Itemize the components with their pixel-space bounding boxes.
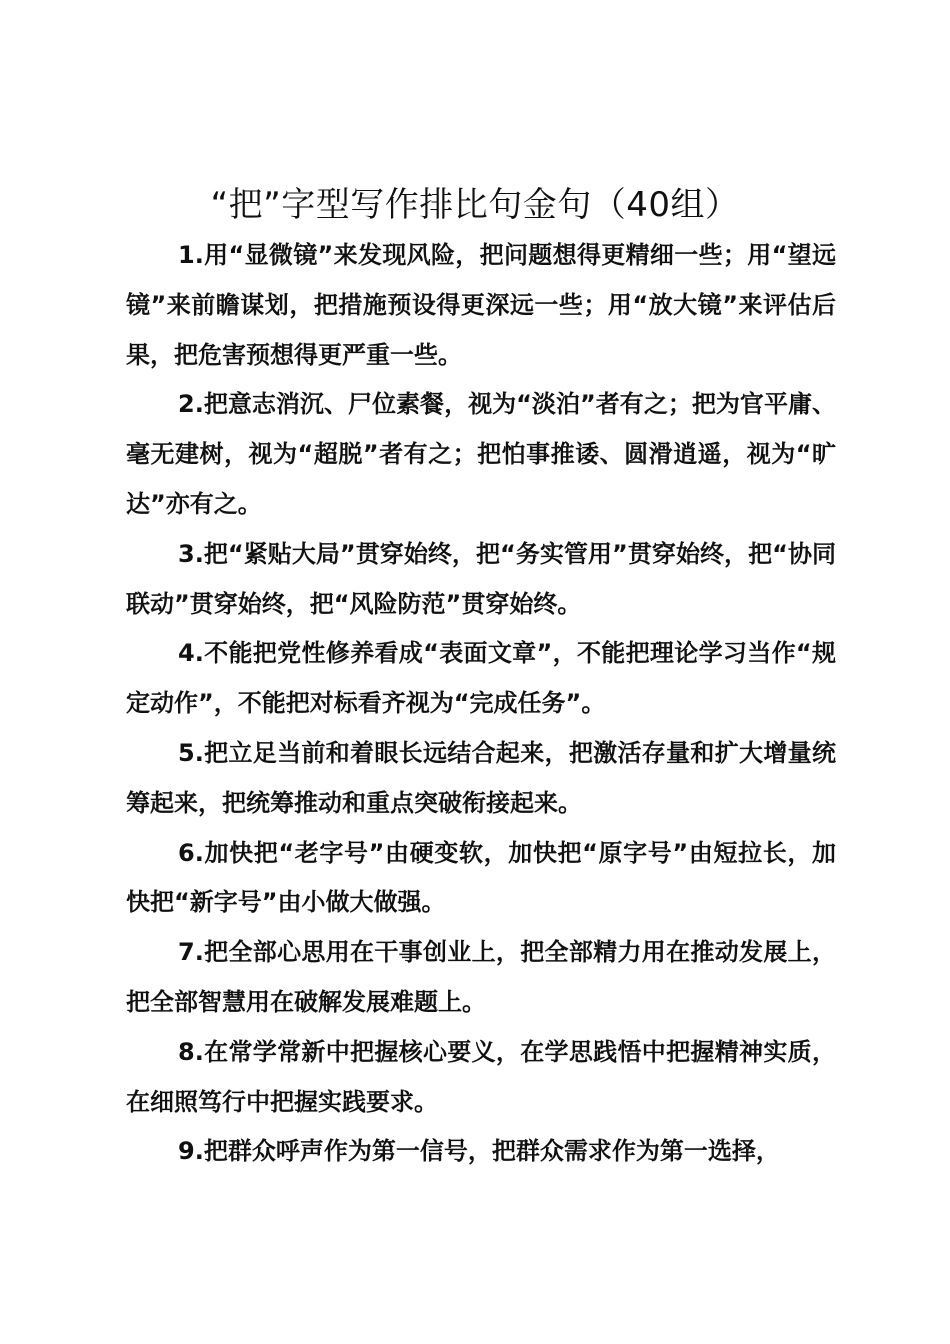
paragraph-8: 8.在常学常新中把握核心要义，在学思践悟中把握精神实质，在细照笃行中把握实践要求。 — [126, 1037, 836, 1116]
paragraph-9: 9.把群众呼声作为第一信号，把群众需求作为第一选择， — [178, 1137, 780, 1166]
paragraph-2: 2.把意志消沉、尸位素餐，视为“淡泊”者有之；把为官平庸、毫无建树，视为“超脱”者有之；把怕事推诿、圆滑逍遥，视为“旷达”亦有之。 — [126, 390, 836, 518]
document-body — [126, 231, 836, 1177]
paragraph-5: 5.把立足当前和着眼长远结合起来，把激活存量和扩大增量统筹起来，把统筹推动和重点突破衔接起来。 — [126, 738, 836, 817]
document-title: “把”字型写作排比句金句（40组） — [210, 185, 740, 225]
paragraph-1: 1.用“显微镜”来发现风险，把问题想得更精细一些；用“望远镜”来前瞻谋划，把措施预设得更深远一些；用“放大镜”来评估后果，把危害预想得更严重一些。 — [126, 241, 836, 369]
paragraph-3: 3.把“紧贴大局”贯穿始终，把“务实管用”贯穿始终，把“协同联动”贯穿始终，把“风险防范”贯穿始终。 — [126, 539, 836, 618]
paragraph-7: 7.把全部心思用在干事创业上，把全部精力用在推动发展上，把全部智慧用在破解发展难题上。 — [126, 938, 836, 1016]
paragraph-6: 6.加快把“老字号”由硬变软，加快把“原字号”由短拉长，加快把“新字号”由小做大做强。 — [126, 838, 836, 917]
paragraph-4: 4.不能把党性修养看成“表面文章”，不能把理论学习当作“规定动作”，不能把对标看齐视为“完成任务”。 — [126, 639, 836, 718]
